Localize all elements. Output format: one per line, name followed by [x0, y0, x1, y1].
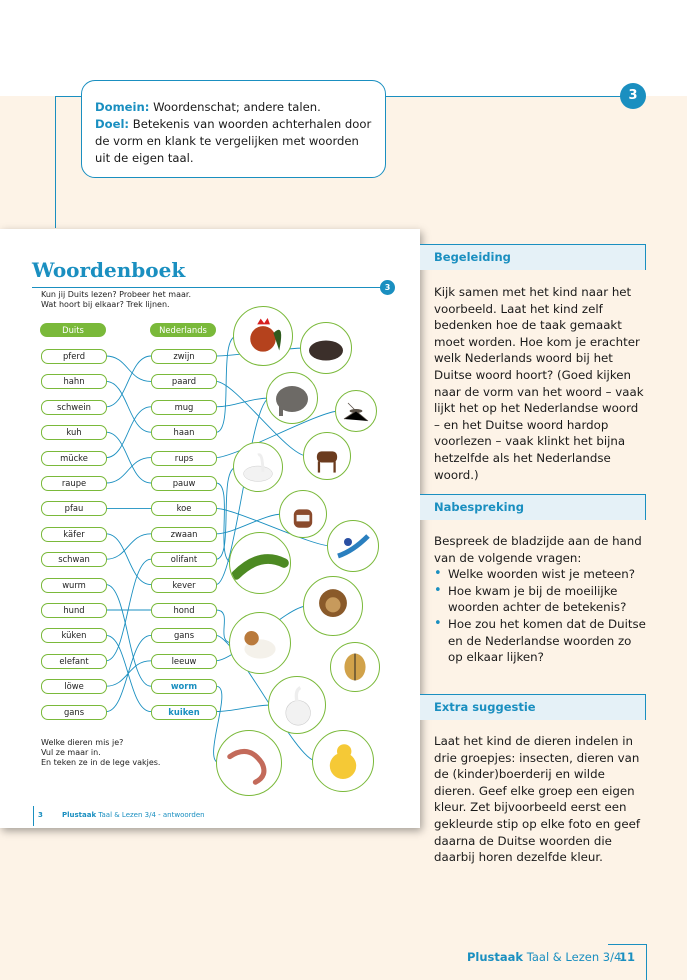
connection-line — [216, 398, 270, 407]
horse-icon — [304, 433, 350, 479]
german-word: käfer — [41, 527, 107, 542]
footer-brand-bold: Plustaak — [467, 950, 524, 964]
connection-line — [106, 356, 151, 407]
dutch-word: pauw — [151, 476, 217, 491]
swan-image — [233, 442, 283, 492]
dog-icon — [230, 613, 290, 673]
boar-icon — [301, 323, 351, 373]
connection-line — [106, 458, 151, 483]
begeleiding-text: Kijk samen met het kind naar het voorbeeld. Laat het kind zelf bedenken hoe de taak gemaakt moet worden. Hoe kom je erachter welk Nederlands woord bij het Duitse woord hoort? (Goed kijken naar de vorm van het woord – vaak lijkt het op het Nederlandse woord – en het Duitse woord hardop voorlezen – vaak klinkt het bijna hetzelfde als het Nederlandse woord.) — [434, 285, 644, 482]
german-word: hund — [41, 603, 107, 618]
dutch-word: paard — [151, 374, 217, 389]
domain-text: Woordenschat; andere talen. — [153, 100, 321, 114]
goal-label: Doel: — [95, 117, 130, 131]
dutch-word: kever — [151, 578, 217, 593]
german-word: hahn — [41, 374, 107, 389]
dutch-word: olifant — [151, 552, 217, 567]
worksheet-instruction-2: Wat hoort bij elkaar? Trek lijnen. — [41, 300, 170, 309]
german-word: schwein — [41, 400, 107, 415]
connection-line — [216, 705, 272, 712]
nabespreking-text — [434, 533, 646, 666]
beetle-image — [330, 642, 380, 692]
connection-line — [106, 432, 151, 483]
german-word: wurm — [41, 578, 107, 593]
worksheet-footer-page: 3 — [38, 811, 43, 819]
german-word: pfau — [41, 501, 107, 516]
dutch-word: zwaan — [151, 527, 217, 542]
section-number-badge: 3 — [620, 83, 646, 109]
missing-question-2: Vul ze maar in. — [41, 748, 101, 757]
nabespreking-intro: Bespreek de bladzijde aan de hand van de volgende vragen: — [434, 534, 642, 565]
rooster-icon — [234, 307, 292, 365]
goal-box — [81, 80, 386, 178]
footer-rule-vertical — [646, 944, 647, 980]
footer-rule — [608, 944, 646, 945]
missing-question-1: Welke dieren mis je? — [41, 738, 124, 747]
dutch-word: kuiken — [151, 705, 217, 720]
footer-brand — [467, 950, 621, 964]
nabespreking-item: • Hoe zou het komen dat de Duitse en de Nederlandse woorden zo op elkaar lijken? — [434, 616, 646, 666]
footer-brand-rest: Taal & Lezen 3/4 — [523, 950, 622, 964]
lion-image — [303, 576, 363, 636]
worksheet-footer-rule — [33, 806, 34, 826]
nabespreking-header: Nabespreking — [420, 494, 646, 520]
german-word: schwan — [41, 552, 107, 567]
horse-image — [303, 432, 351, 480]
worm-image — [216, 730, 282, 796]
dutch-word: mug — [151, 400, 217, 415]
worksheet-footer-brand: Plustaak — [62, 811, 97, 819]
elephant-image — [266, 372, 318, 424]
begeleiding-header: Begeleiding — [420, 244, 646, 270]
german-word: küken — [41, 628, 107, 643]
german-word: löwe — [41, 679, 107, 694]
german-word: kuh — [41, 425, 107, 440]
swan-icon — [234, 443, 282, 491]
german-word: gans — [41, 705, 107, 720]
goose-icon — [269, 677, 325, 733]
missing-question-3: En teken ze in de lege vakjes. — [41, 758, 161, 767]
connection-line — [106, 534, 151, 559]
chick-image — [312, 730, 374, 792]
german-word: raupe — [41, 476, 107, 491]
nabespreking-list — [434, 566, 646, 666]
worksheet-footer — [62, 811, 205, 819]
connection-line — [106, 534, 151, 585]
dutch-word: gans — [151, 628, 217, 643]
german-word: elefant — [41, 654, 107, 669]
header-rule-vertical — [55, 96, 56, 228]
worksheet-number-badge: 3 — [380, 280, 395, 295]
dutch-word: zwijn — [151, 349, 217, 364]
caterpillar-icon — [230, 533, 290, 593]
boar-image — [300, 322, 352, 374]
dutch-word: leeuw — [151, 654, 217, 669]
caterpillar-image — [229, 532, 291, 594]
connection-line — [106, 635, 151, 711]
connection-line — [106, 381, 151, 432]
connection-line — [216, 336, 237, 432]
elephant-icon — [267, 373, 317, 423]
peacock-icon — [328, 521, 378, 571]
cow-image — [279, 490, 327, 538]
goose-image — [268, 676, 326, 734]
peacock-image — [327, 520, 379, 572]
german-word: pferd — [41, 349, 107, 364]
dutch-word: haan — [151, 425, 217, 440]
mosquito-icon — [336, 391, 376, 431]
nabespreking-item: • Welke woorden wist je meteen? — [434, 566, 646, 583]
dutch-word: worm — [151, 679, 217, 694]
dog-image — [229, 612, 291, 674]
rooster-image — [233, 306, 293, 366]
worksheet-footer-text: Taal & Lezen 3/4 - antwoorden — [98, 811, 205, 819]
dutch-word: rups — [151, 451, 217, 466]
connection-line — [106, 407, 151, 458]
german-word: mücke — [41, 451, 107, 466]
mosquito-image — [335, 390, 377, 432]
domain-label: Domein: — [95, 100, 150, 114]
chick-icon — [313, 731, 373, 791]
worksheet-instruction-1: Kun jij Duits lezen? Probeer het maar. — [41, 290, 191, 299]
dutch-word: koe — [151, 501, 217, 516]
goal-text: Betekenis van woorden achterhalen door de vorm en klank te vergelijken met woorden uit de eigen taal. — [95, 117, 372, 165]
cow-icon — [280, 491, 326, 537]
nabespreking-item: • Hoe kwam je bij de moeilijke woorden achter de betekenis? — [434, 583, 646, 616]
worksheet-title: Woordenboek — [32, 258, 186, 282]
beetle-icon — [331, 643, 379, 691]
worm-icon — [217, 731, 281, 795]
dutch-word: hond — [151, 603, 217, 618]
connection-line — [106, 356, 151, 381]
column-header-german: Duits — [40, 323, 106, 337]
extra-suggestie-header: Extra suggestie — [420, 694, 646, 720]
footer-page-number: 11 — [619, 950, 636, 964]
column-header-dutch: Nederlands — [150, 323, 216, 337]
extra-suggestie-text: Laat het kind de dieren indelen in drie groepjes: insecten, dieren van de (kinder)boerderij en wilde dieren. Geef elke groep een eigen kleur. Zet bijvoorbeeld eerst een gekleurde stip op elke foto en geef daarna de Duitse woorden die daarbij horen dezelfde kleur. — [434, 734, 641, 865]
lion-icon — [304, 577, 362, 635]
